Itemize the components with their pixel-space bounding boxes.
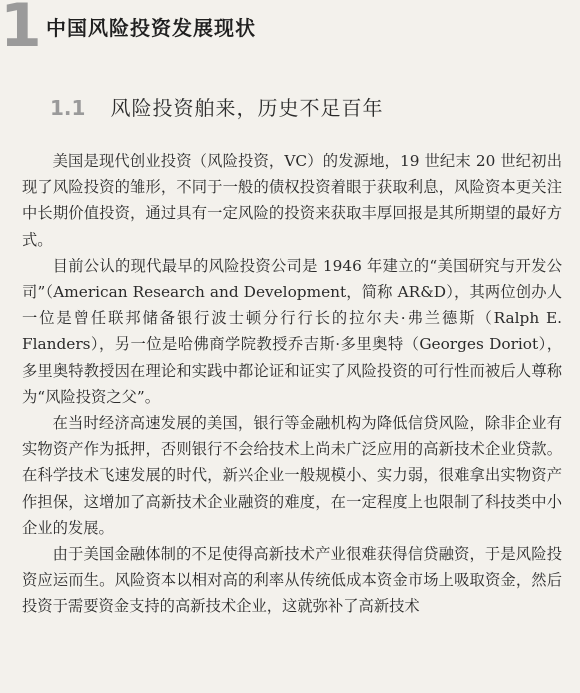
body-text [22,148,562,620]
chapter-title: 中国风险投资发展现状 [46,16,256,40]
paragraph: 由于美国金融体制的不足使得高新技术产业很难获得信贷融资，于是风险投资应运而生。风险资本以相对高的利率从传统低成本资金市场上吸取资金，然后投资于需要资金支持的高新技术企业，这就弥补了高新技术 [22,545,562,616]
chapter-heading [0,0,580,60]
section-number: 1.1 [50,96,86,120]
section-title: 风险投资舶来，历史不足百年 [110,96,384,120]
section-heading [50,92,384,121]
chapter-number: 1 [0,0,42,61]
paragraph: 目前公认的现代最早的风险投资公司是 1946 年建立的“美国研究与开发公司”（American Research and Development，简称 AR&D），其两位创办人一位是曾任联邦储备银行波士顿分行行长的拉尔夫·弗兰德斯（Ralph E. Flanders），另一位是哈佛商学院教授乔吉斯·多里奥特（Georges Doriot），多里奥特教授因在理论和实践中都论证和证实了风险投资的可行性而被后人尊称为“风险投资之父”。 [22,256,562,406]
paragraph: 美国是现代创业投资（风险投资，VC）的发源地，19 世纪末 20 世纪初出现了风险投资的雏形，不同于一般的债权投资着眼于获取利息，风险资本更关注中长期价值投资，通过具有一定风险的投资来获取丰厚回报是其所期望的最好方式。 [22,152,562,249]
paragraph: 在当时经济高速发展的美国，银行等金融机构为降低信贷风险，除非企业有实物资产作为抵押，否则银行不会给技术上尚未广泛应用的高新技术企业贷款。在科学技术飞速发展的时代，新兴企业一般规模小、实力弱，很难拿出实物资产作担保，这增加了高新技术企业融资的难度，在一定程度上也限制了科技类中小企业的发展。 [22,414,562,537]
